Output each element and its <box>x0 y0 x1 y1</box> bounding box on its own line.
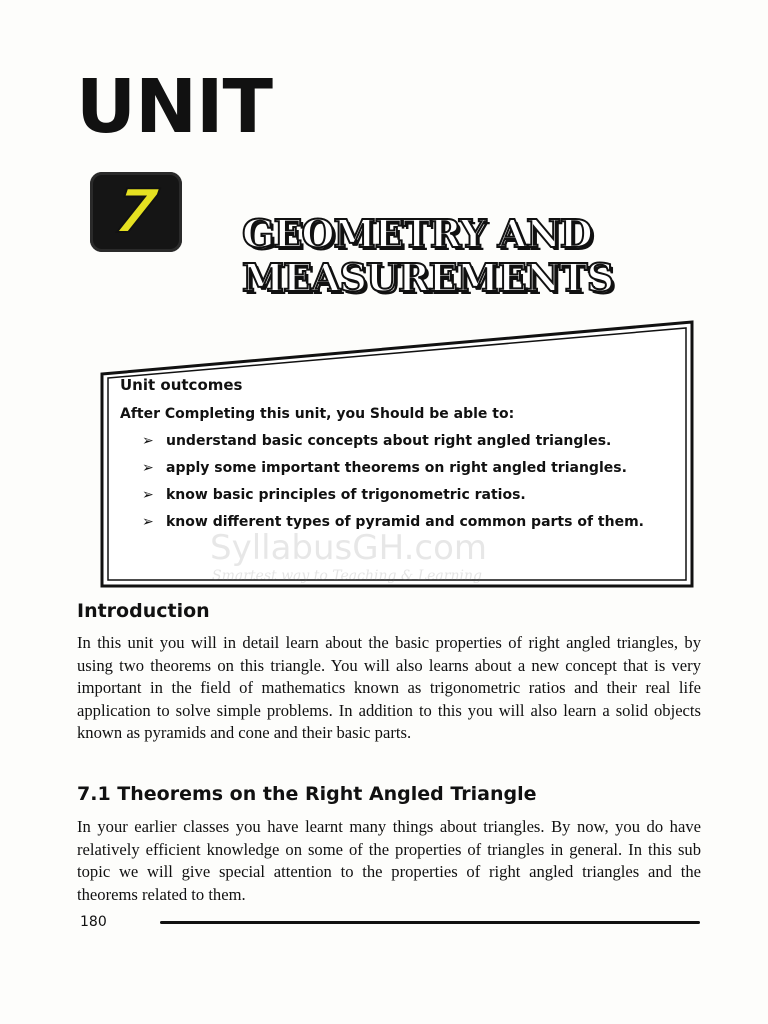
list-item: ➢ apply some important theorems on right angled triangles. <box>142 455 680 482</box>
unit-title <box>242 212 613 300</box>
introduction-heading: Introduction <box>77 600 210 622</box>
unit-outcomes-list <box>120 428 680 536</box>
arrow-bullet-icon: ➢ <box>142 433 154 449</box>
arrow-bullet-icon: ➢ <box>142 487 154 503</box>
section-heading-7-1: 7.1 Theorems on the Right Angled Triangle <box>77 783 537 805</box>
arrow-bullet-icon: ➢ <box>142 514 154 530</box>
unit-outcomes-lead: After Completing this unit, you Should be able to: <box>120 406 515 422</box>
introduction-paragraph: In this unit you will in detail learn about the basic properties of right angled triangles, by using two theorems on this triangle. You will also learns about a new concept that is very important in the field of mathematics known as trigonometric ratios and their real life application to solve simple problems. In addition to this you will also learn a solid objects known as pyramids and cone and their basic parts. <box>77 633 701 743</box>
unit-number-badge <box>90 172 182 252</box>
arrow-bullet-icon: ➢ <box>142 460 154 476</box>
watermark-tagline: Smartest way to Teaching & Learning <box>212 568 482 584</box>
unit-label: UNIT <box>76 64 273 150</box>
unit-outcomes-heading: Unit outcomes <box>120 376 243 394</box>
list-item: ➢ know different types of pyramid and common parts of them. <box>142 509 656 536</box>
list-item: ➢ know basic principles of trigonometric ratios. <box>142 482 680 509</box>
footer-divider <box>160 921 700 924</box>
unit-number: 7 <box>110 177 162 247</box>
watermark-brand: SyllabusGH.com <box>210 528 488 568</box>
unit-title-line-1: GEOMETRY AND <box>242 211 592 256</box>
unit-outcomes <box>120 376 680 536</box>
page-number: 180 <box>80 914 107 930</box>
list-item: ➢ understand basic concepts about right angled triangles. <box>142 428 680 455</box>
unit-title-line-2: MEASUREMENTS <box>242 255 614 300</box>
section-paragraph-7-1: In your earlier classes you have learnt many things about triangles. By now, you do have relatively efficient knowledge on some of the properties of triangles in general. In this sub topic we will give special attention to the properties of right angled triangles and the theorems related to them. <box>77 817 701 904</box>
